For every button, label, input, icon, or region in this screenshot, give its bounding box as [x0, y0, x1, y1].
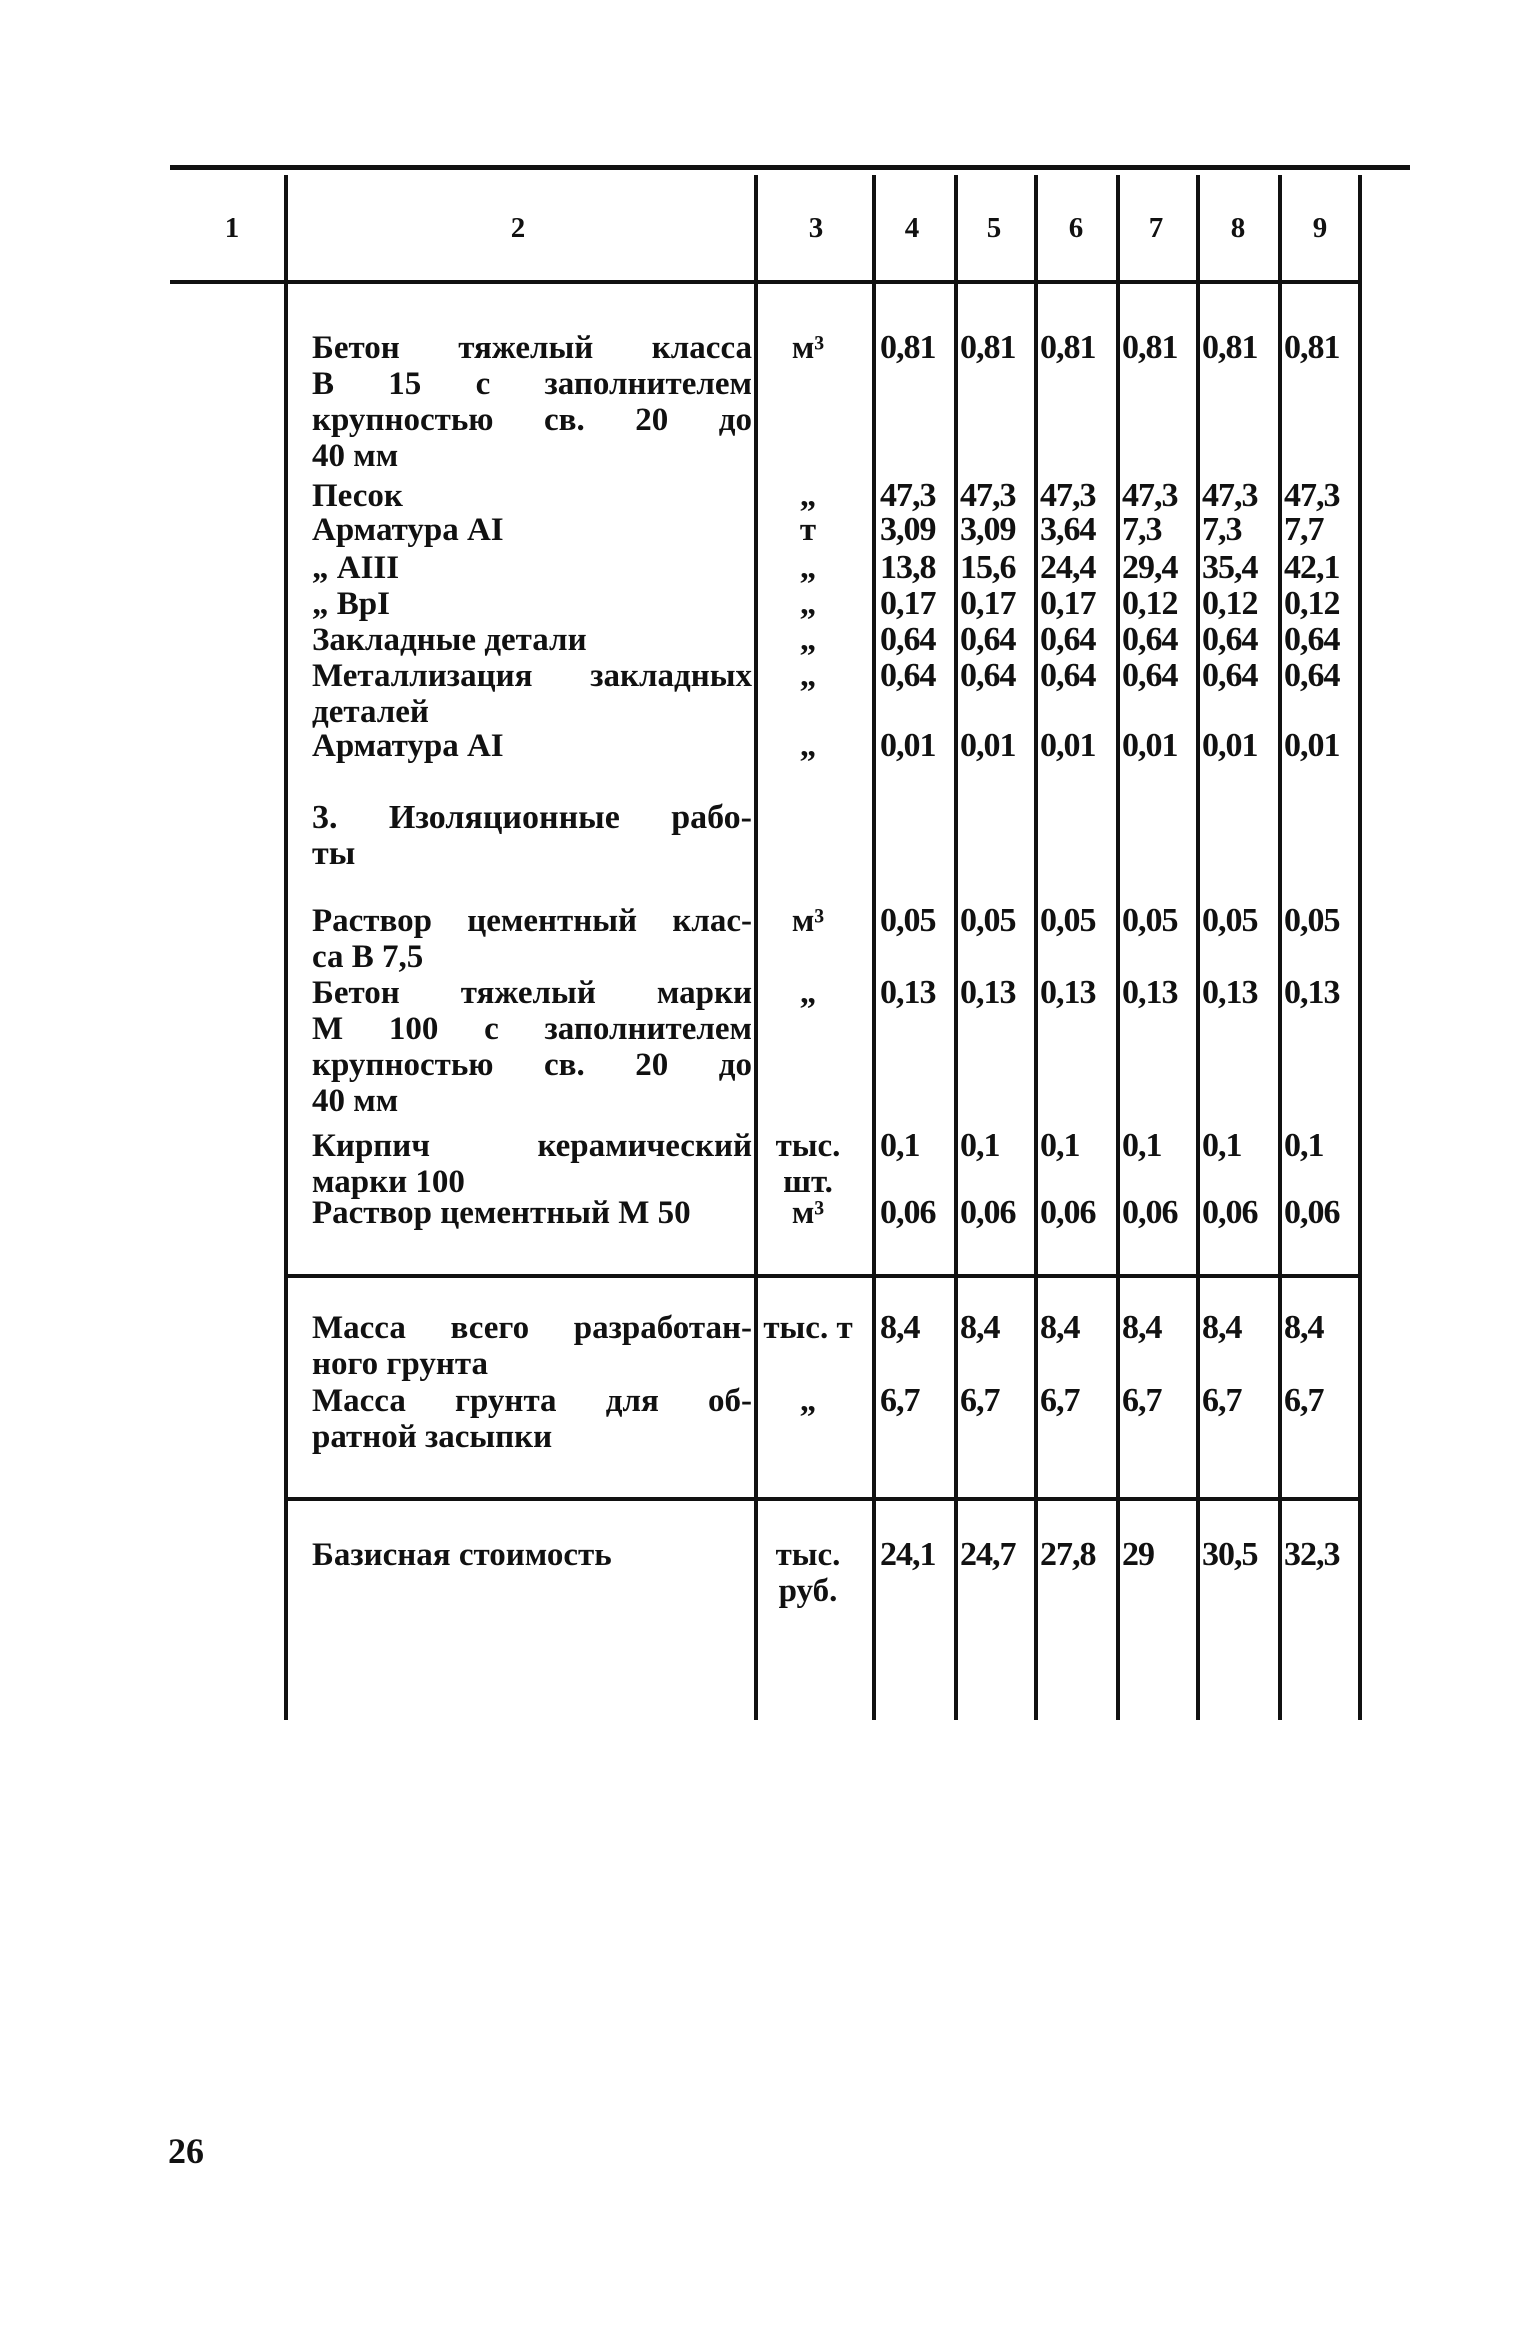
row-value-armatura-vpi-col4: 0,17 — [880, 585, 936, 622]
row-desc-zakladnye — [312, 622, 752, 658]
col-rule-9 — [1358, 175, 1362, 1720]
row-value-rastvor-m50-col7: 0,06 — [1122, 1194, 1178, 1231]
row-unit-zakladnye: „ — [799, 622, 817, 658]
row-value-beton-m100-col7: 0,13 — [1122, 974, 1178, 1011]
row-desc-armatura-aiii — [312, 550, 752, 586]
col-rule-6 — [1116, 175, 1120, 1720]
header-col-3: 3 — [808, 212, 824, 244]
col-rule-1 — [284, 175, 288, 1720]
row-value-rastvor-m50-col4: 0,06 — [880, 1194, 936, 1231]
row-value-massa-zasypki-col7: 6,7 — [1122, 1382, 1162, 1419]
row-desc-section-3 — [312, 800, 752, 872]
row-value-bazisnaya-col7: 29 — [1122, 1536, 1154, 1573]
row-unit-metallizatsiya: „ — [799, 658, 817, 694]
header-bottom-rule — [170, 280, 1360, 284]
row-value-bazisnaya-col4: 24,1 — [880, 1536, 936, 1573]
row-desc-armatura-ai — [312, 512, 752, 548]
row-unit-beton-m100: „ — [799, 975, 817, 1011]
row-desc-rastvor-m50 — [312, 1195, 752, 1231]
row-value-beton-b15-col6: 0,81 — [1040, 329, 1096, 366]
row-value-rastvor-b75-col5: 0,05 — [960, 902, 1016, 939]
row-desc-rastvor-b75 — [312, 903, 752, 975]
row-value-massa-vsego-col5: 8,4 — [960, 1309, 1000, 1346]
row-value-pesok-col5: 47,3 — [960, 477, 1016, 514]
row-desc-line: Металлизация закладных — [312, 658, 752, 694]
header-col-1: 1 — [224, 212, 240, 244]
row-value-bazisnaya-col5: 24,7 — [960, 1536, 1016, 1573]
row-value-beton-m100-col8: 0,13 — [1202, 974, 1258, 1011]
row-value-kirpich-col5: 0,1 — [960, 1127, 1000, 1164]
row-value-armatura-ai-2-col5: 0,01 — [960, 727, 1016, 764]
row-unit-armatura-aiii: „ — [799, 550, 817, 586]
row-value-armatura-aiii-col5: 15,6 — [960, 549, 1016, 586]
row-value-armatura-aiii-col8: 35,4 — [1202, 549, 1258, 586]
row-desc-line: Масса грунта для об- — [312, 1383, 752, 1419]
row-unit-massa-zasypki: „ — [799, 1383, 817, 1419]
row-desc-line: Базисная стоимость — [312, 1537, 612, 1573]
row-value-armatura-aiii-col6: 24,4 — [1040, 549, 1096, 586]
row-value-rastvor-m50-col9: 0,06 — [1284, 1194, 1340, 1231]
row-value-bazisnaya-col9: 32,3 — [1284, 1536, 1340, 1573]
row-value-massa-vsego-col7: 8,4 — [1122, 1309, 1162, 1346]
header-col-7: 7 — [1148, 212, 1164, 244]
row-desc-line: деталей — [312, 694, 429, 730]
row-value-beton-b15-col4: 0,81 — [880, 329, 936, 366]
row-value-bazisnaya-col6: 27,8 — [1040, 1536, 1096, 1573]
row-desc-line: В 15 с заполнителем — [312, 366, 752, 402]
row-desc-line: 3. Изоляционные рабо- — [312, 799, 752, 836]
row-desc-line: крупностью св. 20 до — [312, 1047, 752, 1083]
row-unit-kirpich: тыс. шт. — [775, 1128, 841, 1200]
row-value-armatura-ai-col7: 7,3 — [1122, 511, 1162, 548]
row-value-armatura-ai-2-col8: 0,01 — [1202, 727, 1258, 764]
row-desc-beton-b15 — [312, 330, 752, 474]
row-value-massa-zasypki-col8: 6,7 — [1202, 1382, 1242, 1419]
row-unit-rastvor-b75: м³ — [791, 903, 825, 939]
row-desc-line: марки 100 — [312, 1164, 465, 1200]
row-value-armatura-ai-col6: 3,64 — [1040, 511, 1096, 548]
row-desc-armatura-vpi — [312, 586, 752, 622]
row-desc-armatura-ai-2 — [312, 728, 752, 764]
row-desc-line: Раствор цементный клас- — [312, 903, 752, 939]
row-value-massa-zasypki-col6: 6,7 — [1040, 1382, 1080, 1419]
row-value-massa-zasypki-col4: 6,7 — [880, 1382, 920, 1419]
row-value-kirpich-col6: 0,1 — [1040, 1127, 1080, 1164]
row-value-armatura-aiii-col7: 29,4 — [1122, 549, 1178, 586]
page-number: 26 — [168, 2131, 204, 2171]
row-desc-line: ного грунта — [312, 1346, 488, 1382]
row-value-armatura-ai-2-col9: 0,01 — [1284, 727, 1340, 764]
row-value-metallizatsiya-col7: 0,64 — [1122, 657, 1178, 694]
row-value-rastvor-b75-col6: 0,05 — [1040, 902, 1096, 939]
row-value-bazisnaya-col8: 30,5 — [1202, 1536, 1258, 1573]
row-desc-line: Песок — [312, 478, 403, 514]
row-value-armatura-ai-col5: 3,09 — [960, 511, 1016, 548]
row-desc-kirpich — [312, 1128, 752, 1200]
row-desc-line: ты — [312, 835, 356, 872]
row-value-metallizatsiya-col4: 0,64 — [880, 657, 936, 694]
row-unit-beton-b15: м³ — [791, 330, 825, 366]
row-value-pesok-col6: 47,3 — [1040, 477, 1096, 514]
row-desc-line: Бетон тяжелый класса — [312, 330, 752, 366]
row-value-kirpich-col4: 0,1 — [880, 1127, 920, 1164]
row-desc-line: Масса всего разработан- — [312, 1310, 752, 1346]
row-desc-line: Арматура АI — [312, 728, 504, 764]
header-col-5: 5 — [986, 212, 1002, 244]
row-value-pesok-col7: 47,3 — [1122, 477, 1178, 514]
row-desc-metallizatsiya — [312, 658, 752, 730]
row-value-massa-zasypki-col9: 6,7 — [1284, 1382, 1324, 1419]
row-value-rastvor-m50-col6: 0,06 — [1040, 1194, 1096, 1231]
row-desc-line: М 100 с заполнителем — [312, 1011, 752, 1047]
row-value-armatura-vpi-col5: 0,17 — [960, 585, 1016, 622]
row-value-metallizatsiya-col6: 0,64 — [1040, 657, 1096, 694]
row-desc-beton-m100 — [312, 975, 752, 1119]
col-rule-8 — [1278, 175, 1282, 1720]
col-rule-4 — [954, 175, 958, 1720]
row-value-beton-b15-col7: 0,81 — [1122, 329, 1178, 366]
row-value-metallizatsiya-col8: 0,64 — [1202, 657, 1258, 694]
row-value-rastvor-b75-col9: 0,05 — [1284, 902, 1340, 939]
row-desc-line: Закладные детали — [312, 622, 587, 658]
header-col-9: 9 — [1312, 212, 1328, 244]
row-value-beton-b15-col9: 0,81 — [1284, 329, 1340, 366]
row-value-armatura-ai-2-col6: 0,01 — [1040, 727, 1096, 764]
row-value-armatura-ai-2-col4: 0,01 — [880, 727, 936, 764]
row-value-massa-zasypki-col5: 6,7 — [960, 1382, 1000, 1419]
row-desc-line: 40 мм — [312, 438, 399, 474]
row-value-armatura-vpi-col9: 0,12 — [1284, 585, 1340, 622]
row-desc-line: Бетон тяжелый марки — [312, 975, 752, 1011]
row-value-zakladnye-col9: 0,64 — [1284, 621, 1340, 658]
row-value-massa-vsego-col4: 8,4 — [880, 1309, 920, 1346]
row-desc-massa-zasypki — [312, 1383, 752, 1455]
row-value-kirpich-col8: 0,1 — [1202, 1127, 1242, 1164]
row-unit-armatura-ai: т — [799, 512, 817, 548]
row-desc-line: са В 7,5 — [312, 939, 424, 975]
row-value-zakladnye-col6: 0,64 — [1040, 621, 1096, 658]
row-value-rastvor-m50-col5: 0,06 — [960, 1194, 1016, 1231]
row-desc-line: Кирпич керамический — [312, 1128, 752, 1164]
col-rule-5 — [1034, 175, 1038, 1720]
col-rule-7 — [1196, 175, 1200, 1720]
row-value-pesok-col4: 47,3 — [880, 477, 936, 514]
row-value-armatura-aiii-col9: 42,1 — [1284, 549, 1340, 586]
header-col-6: 6 — [1068, 212, 1084, 244]
row-value-armatura-aiii-col4: 13,8 — [880, 549, 936, 586]
row-desc-massa-vsego — [312, 1310, 752, 1382]
row-value-beton-m100-col4: 0,13 — [880, 974, 936, 1011]
row-value-pesok-col9: 47,3 — [1284, 477, 1340, 514]
row-value-zakladnye-col4: 0,64 — [880, 621, 936, 658]
header-col-4: 4 — [904, 212, 920, 244]
row-desc-line: крупностью св. 20 до — [312, 402, 752, 438]
row-desc-line: Раствор цементный М 50 — [312, 1195, 691, 1231]
row-unit-pesok: „ — [799, 478, 817, 514]
row-desc-line: „ ВрI — [312, 586, 390, 622]
row-value-zakladnye-col5: 0,64 — [960, 621, 1016, 658]
row-value-massa-vsego-col9: 8,4 — [1284, 1309, 1324, 1346]
row-desc-bazisnaya — [312, 1537, 752, 1573]
row-value-beton-m100-col5: 0,13 — [960, 974, 1016, 1011]
row-value-armatura-ai-col8: 7,3 — [1202, 511, 1242, 548]
row-value-armatura-vpi-col8: 0,12 — [1202, 585, 1258, 622]
row-value-rastvor-b75-col4: 0,05 — [880, 902, 936, 939]
header-col-2: 2 — [510, 212, 526, 244]
col-rule-3 — [872, 175, 876, 1720]
row-value-rastvor-m50-col8: 0,06 — [1202, 1194, 1258, 1231]
row-value-kirpich-col7: 0,1 — [1122, 1127, 1162, 1164]
row-value-armatura-vpi-col7: 0,12 — [1122, 585, 1178, 622]
row-desc-pesok — [312, 478, 752, 514]
row-value-zakladnye-col7: 0,64 — [1122, 621, 1178, 658]
row-desc-line: „ АIII — [312, 550, 400, 586]
col-rule-2 — [754, 175, 758, 1720]
row-desc-line: Арматура АI — [312, 512, 504, 548]
row-value-armatura-ai-col4: 3,09 — [880, 511, 936, 548]
row-value-armatura-vpi-col6: 0,17 — [1040, 585, 1096, 622]
row-value-massa-vsego-col8: 8,4 — [1202, 1309, 1242, 1346]
row-unit-massa-vsego: тыс. т — [763, 1310, 853, 1346]
row-value-beton-m100-col6: 0,13 — [1040, 974, 1096, 1011]
row-value-armatura-ai-col9: 7,7 — [1284, 511, 1324, 548]
row-value-rastvor-b75-col7: 0,05 — [1122, 902, 1178, 939]
table-top-rule — [170, 165, 1410, 170]
row-value-armatura-ai-2-col7: 0,01 — [1122, 727, 1178, 764]
row-unit-armatura-ai-2: „ — [799, 728, 817, 764]
row-value-beton-b15-col8: 0,81 — [1202, 329, 1258, 366]
row-value-kirpich-col9: 0,1 — [1284, 1127, 1324, 1164]
header-col-8: 8 — [1230, 212, 1246, 244]
row-unit-rastvor-m50: м³ — [791, 1195, 825, 1231]
row-value-rastvor-b75-col8: 0,05 — [1202, 902, 1258, 939]
row-unit-bazisnaya: тыс. руб. — [775, 1537, 841, 1609]
row-value-beton-b15-col5: 0,81 — [960, 329, 1016, 366]
row-value-pesok-col8: 47,3 — [1202, 477, 1258, 514]
row-value-beton-m100-col9: 0,13 — [1284, 974, 1340, 1011]
row-value-metallizatsiya-col9: 0,64 — [1284, 657, 1340, 694]
row-desc-line: 40 мм — [312, 1083, 399, 1119]
row-value-massa-vsego-col6: 8,4 — [1040, 1309, 1080, 1346]
row-unit-armatura-vpi: „ — [799, 586, 817, 622]
row-value-metallizatsiya-col5: 0,64 — [960, 657, 1016, 694]
row-desc-line: ратной засыпки — [312, 1419, 553, 1455]
row-value-zakladnye-col8: 0,64 — [1202, 621, 1258, 658]
